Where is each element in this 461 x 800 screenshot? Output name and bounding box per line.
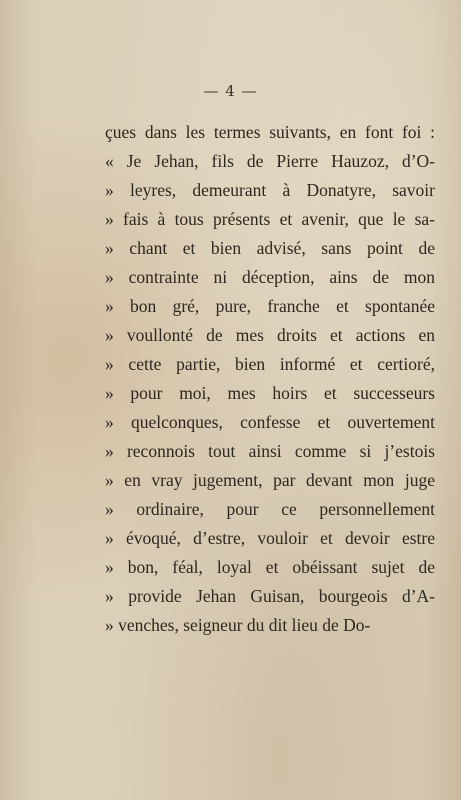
text-line: » pour moi, mes hoirs et successeurs bbox=[105, 383, 435, 403]
text-line: » chant et bien advisé, sans point de bbox=[105, 238, 435, 258]
text-line: » reconnois tout ainsi comme si j’estois bbox=[105, 441, 435, 461]
text-line: » en vray jugement, par devant mon juge bbox=[105, 470, 435, 490]
text-line: » quelconques, confesse et ouvertement bbox=[105, 412, 435, 432]
text-line: » contrainte ni déception, ains de mon bbox=[105, 267, 435, 287]
text-line: » provide Jehan Guisan, bourgeois d’A- bbox=[105, 586, 435, 606]
page-number: — 4 — bbox=[203, 82, 258, 100]
body-text bbox=[105, 118, 435, 640]
text-line: » bon, féal, loyal et obéissant sujet de bbox=[105, 557, 435, 577]
text-line: » leyres, demeurant à Donatyre, savoir bbox=[105, 180, 435, 200]
text-line: » ordinaire, pour ce personnellement bbox=[105, 499, 435, 519]
text-line: » voullonté de mes droits et actions en bbox=[105, 325, 435, 345]
text-line: » venches, seigneur du dit lieu de Do- bbox=[105, 615, 371, 635]
text-line: » bon gré, pure, franche et spontanée bbox=[105, 296, 435, 316]
text-line: » cette partie, bien informé et certioré, bbox=[105, 354, 435, 374]
text-line: « Je Jehan, fils de Pierre Hauzoz, d’O- bbox=[105, 151, 435, 171]
text-line: » évoqué, d’estre, vouloir et devoir estre bbox=[105, 528, 435, 548]
text-line: » fais à tous présents et avenir, que le sa- bbox=[105, 209, 435, 229]
text-line: ç​ues dans les termes suivants, en font foi : bbox=[105, 122, 435, 142]
